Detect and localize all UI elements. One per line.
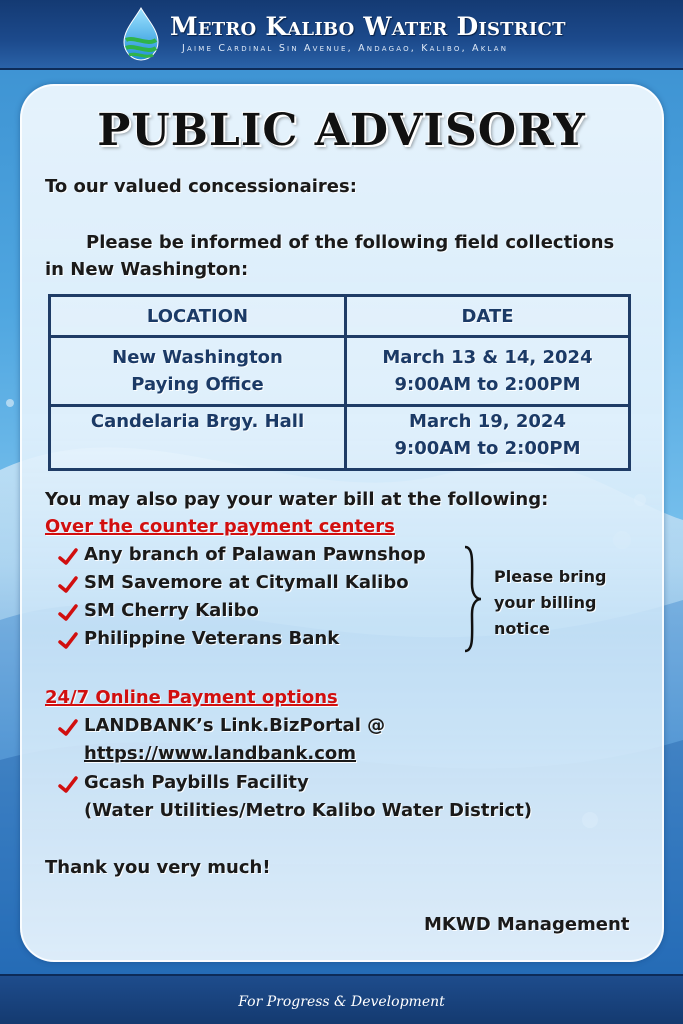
note-line: notice: [494, 619, 550, 638]
water-drop-logo-icon: [118, 6, 164, 62]
date-cell-line: 9:00AM to 2:00PM: [394, 438, 581, 459]
red-checkmark-icon: [58, 776, 78, 794]
footer-tagline: For Progress & Development: [238, 994, 445, 1010]
date-cell-line: March 19, 2024: [409, 411, 566, 432]
table-row-divider: [51, 335, 628, 338]
table-row: [51, 344, 344, 398]
online-heading: 24/7 Online Payment options: [45, 687, 338, 708]
location-cell-line: Candelaria Brgy. Hall: [90, 411, 305, 432]
list-item: SM Savemore at Citymall Kalibo: [84, 572, 409, 593]
brand-title: Metro Kalibo Water District: [170, 12, 566, 41]
list-item: Gcash Paybills Facility: [84, 772, 309, 793]
intro-line-1: Please be informed of the following field collections: [86, 232, 615, 253]
red-checkmark-icon: [58, 604, 78, 622]
landbank-link[interactable]: https://www.landbank.com: [84, 743, 357, 764]
billing-notice-note: [494, 564, 634, 642]
list-item: SM Cherry Kalibo: [84, 600, 259, 621]
thanks-text: Thank you very much!: [45, 857, 271, 878]
note-line: your billing: [494, 593, 597, 612]
red-checkmark-icon: [58, 576, 78, 594]
red-checkmark-icon: [58, 632, 78, 650]
date-cell-line: March 13 & 14, 2024: [382, 347, 593, 368]
greeting: To our valued concessionaires:: [45, 176, 357, 197]
list-item: (Water Utilities/Metro Kalibo Water District): [84, 800, 533, 821]
table-row-divider: [51, 404, 628, 407]
list-item: LANDBANK’s Link.BizPortal @: [84, 715, 386, 736]
header-date: DATE: [461, 306, 514, 327]
footer-banner: [0, 974, 683, 1024]
payments-lead: You may also pay your water bill at the following:: [45, 489, 549, 510]
header-location: LOCATION: [146, 306, 249, 327]
date-cell-line: 9:00AM to 2:00PM: [394, 374, 581, 395]
location-cell-line: New Washington: [112, 347, 283, 368]
right-brace-icon: [462, 544, 484, 654]
note-line: Please bring: [494, 567, 607, 586]
location-cell-line: Paying Office: [131, 374, 264, 395]
table-row: [51, 408, 344, 435]
brand-address: Jaime Cardinal Sin Avenue, Andagao, Kalibo, Aklan: [182, 43, 509, 54]
red-checkmark-icon: [58, 719, 78, 737]
advisory-title: PUBLIC ADVISORY: [97, 105, 586, 156]
red-checkmark-icon: [58, 548, 78, 566]
otc-heading: Over the counter payment centers: [45, 516, 395, 537]
list-item: Any branch of Palawan Pawnshop: [84, 544, 426, 565]
intro-line-2: in New Washington:: [45, 259, 249, 280]
list-item: Philippine Veterans Bank: [84, 628, 340, 649]
table-row: [347, 344, 628, 398]
signature: MKWD Management: [424, 914, 630, 935]
table-row: [347, 408, 628, 462]
header-banner: [0, 0, 683, 70]
schedule-table: [48, 294, 631, 471]
